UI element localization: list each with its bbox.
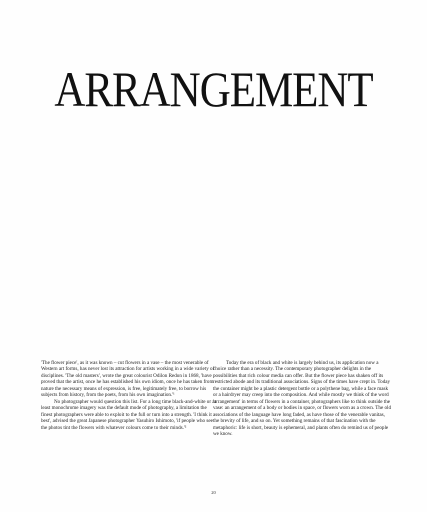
paragraph: 'The flower piece', as it was known – cut flowers in a vase – the most venerable of Western art forms, has never lost its attraction for artists working in a wide variety of disciplines. 'The old masters', wrote the great colourist Odilon Redon in 1868, 'have proved that the artist, once he has established his own idiom, once he has taken from nature the necessary means of expression, is free, legitimately free, to borrow his subjects from history, from the poets, from his own imagination.'¹ xyxy=(41,360,215,399)
chapter-title: ARRANGEMENT xyxy=(54,61,373,117)
body-column-right xyxy=(213,360,391,437)
paragraph: No photographer would question this list. For a long time black-and-white or at least monochrome imagery was the default mode of photography, a limitation the finest photographers were able to exploit to the full or turn into a strength. 'I think it best', advised the great Japanese photographer Yasuhiro Ishimoto, 'if people who see the photos tint the flowers with whatever colours come to their minds.'² xyxy=(41,398,216,431)
paragraph: Today the era of black and white is largely behind us, its application now a choice rather than a necessity. The contemporary photographer delights in the possibilities that rich colour media can offer. But the flower piece has shaken off its restricted abode and its traditional associations. Signs of the times have crept in. Today the container might be a plastic detergent bottle or a polythene bag, while a face mask or a hairdryer may creep into the composition. And while mostly we think of the word 'arrangement' in terms of flowers in a container, photographers like to think outside the vase: an arrangement of a body or bodies in space, or flowers worn as a crown. The old associations of the language have long faded, as have those of the venerable vanitas, the brevity of life, and so on. Yet something remains of that fascination with the metaphoric: life is short, beauty is ephemeral, and plants often do remind us of people we know. xyxy=(213,360,391,437)
body-column-left xyxy=(41,360,217,431)
page-number: 20 xyxy=(211,490,216,495)
